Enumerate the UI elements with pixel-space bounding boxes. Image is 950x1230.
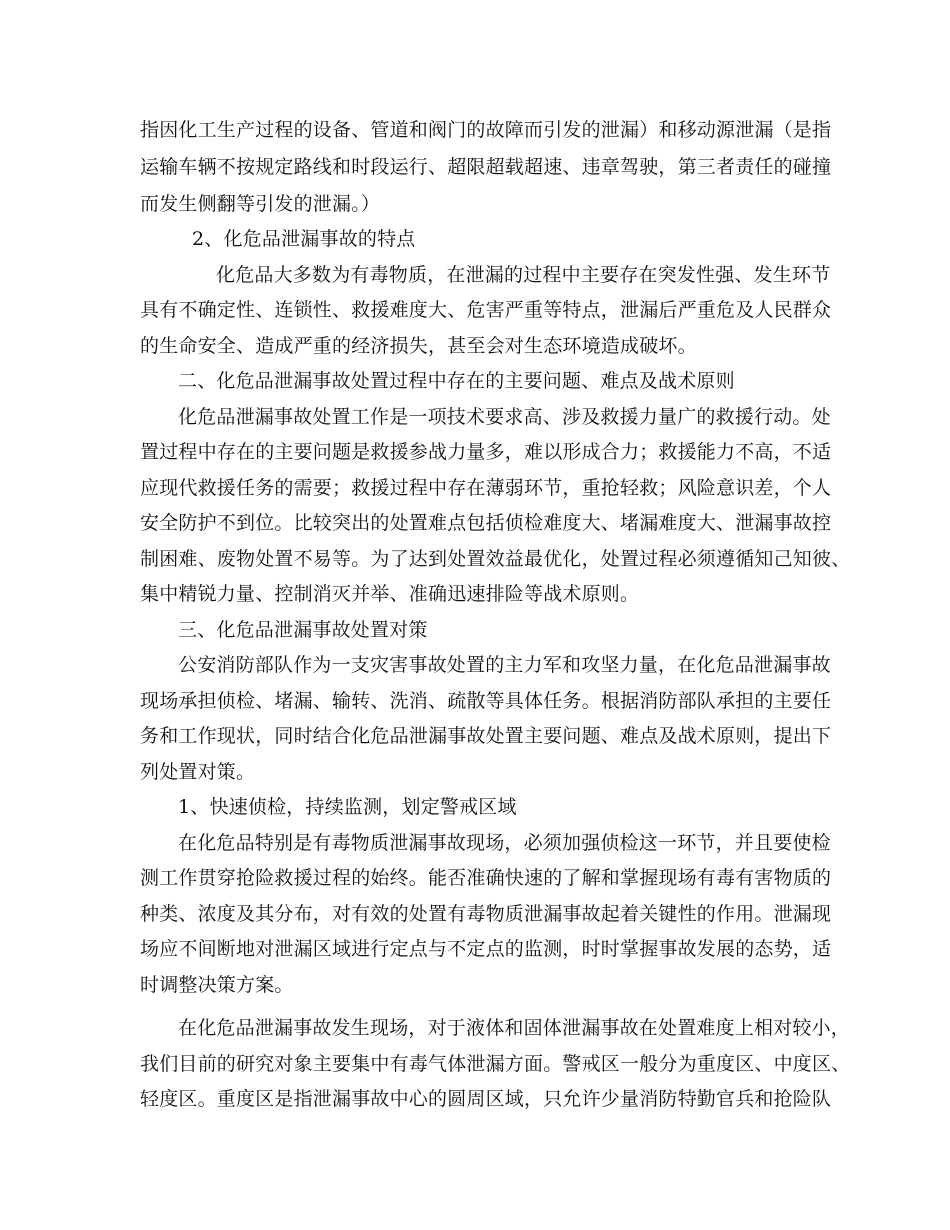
- text-line: 轻度区。重度区是指泄漏事故中心的圆周区域，只允许少量消防特勤官兵和抢险队: [140, 1088, 832, 1110]
- text-line: 而发生侧翻等引发的泄漏。）: [140, 193, 381, 215]
- text-line: 制困难、废物处置不易等。为了达到处置效益最优化，处置过程必须遵循知己知彼、: [140, 548, 851, 570]
- section-heading: 2、化危品泄漏事故的特点: [192, 228, 416, 250]
- text-line: 种类、浓度及其分布，对有效的处置有毒物质泄漏事故起着关键性的作用。泄漏现: [140, 903, 832, 925]
- text-line: 运输车辆不按规定路线和时段运行、超限超载超速、违章驾驶，第三者责任的碰撞: [140, 156, 832, 178]
- text-line: 安全防护不到位。比较突出的处置难点包括侦检难度大、堵漏难度大、泄漏事故控: [140, 512, 832, 534]
- section-heading: 1、快速侦检，持续监测，划定警戒区域: [178, 796, 517, 818]
- section-heading: 三、化危品泄漏事故处置对策: [178, 619, 428, 641]
- text-line: 在化危品泄漏事故发生现场，对于液体和固体泄漏事故在处置难度上相对较小，: [178, 1017, 851, 1039]
- text-line: 集中精锐力量、控制消灭并举、准确迅速排险等战术原则。: [140, 583, 640, 605]
- text-line: 场应不间断地对泄漏区域进行定点与不定点的监测，时时掌握事故发展的态势，适: [140, 938, 832, 960]
- text-line: 化危品泄漏事故处置工作是一项技术要求高、涉及救援力量广的救援行动。处: [178, 406, 831, 428]
- text-line: 置过程中存在的主要问题是救援参战力量多，难以形成合力；救援能力不高，不适: [140, 441, 832, 463]
- text-line: 我们目前的研究对象主要集中有毒气体泄漏方面。警戒区一般分为重度区、中度区、: [140, 1053, 851, 1075]
- section-heading: 二、化危品泄漏事故处置过程中存在的主要问题、难点及战术原则: [178, 370, 735, 392]
- text-line: 化危品大多数为有毒物质，在泄漏的过程中主要存在突发性强、发生环节: [216, 264, 831, 286]
- text-line: 测工作贯穿抢险救援过程的始终。能否准确快速的了解和掌握现场有毒有害物质的: [140, 867, 832, 889]
- text-line: 在化危品特别是有毒物质泄漏事故现场，必须加强侦检这一环节，并且要使检: [178, 832, 831, 854]
- text-line: 的生命安全、造成严重的经济损失，甚至会对生态环境造成破坏。: [140, 335, 697, 357]
- text-line: 应现代救援任务的需要；救援过程中存在薄弱环节，重抢轻救；风险意识差，个人: [140, 477, 832, 499]
- text-line: 列处置对策。: [140, 761, 256, 783]
- text-line: 务和工作现状，同时结合化危品泄漏事故处置主要问题、难点及战术原则，提出下: [140, 725, 832, 747]
- text-line: 公安消防部队作为一支灾害事故处置的主力军和攻坚力量，在化危品泄漏事故: [178, 654, 831, 676]
- text-line: 时调整决策方案。: [140, 974, 294, 996]
- text-line: 具有不确定性、连锁性、救援难度大、危害严重等特点，泄漏后严重危及人民群众: [140, 299, 832, 321]
- text-line: 现场承担侦检、堵漏、输转、洗消、疏散等具体任务。根据消防部队承担的主要任: [140, 690, 832, 712]
- text-line: 指因化工生产过程的设备、管道和阀门的故障而引发的泄漏）和移动源泄漏（是指: [140, 119, 832, 141]
